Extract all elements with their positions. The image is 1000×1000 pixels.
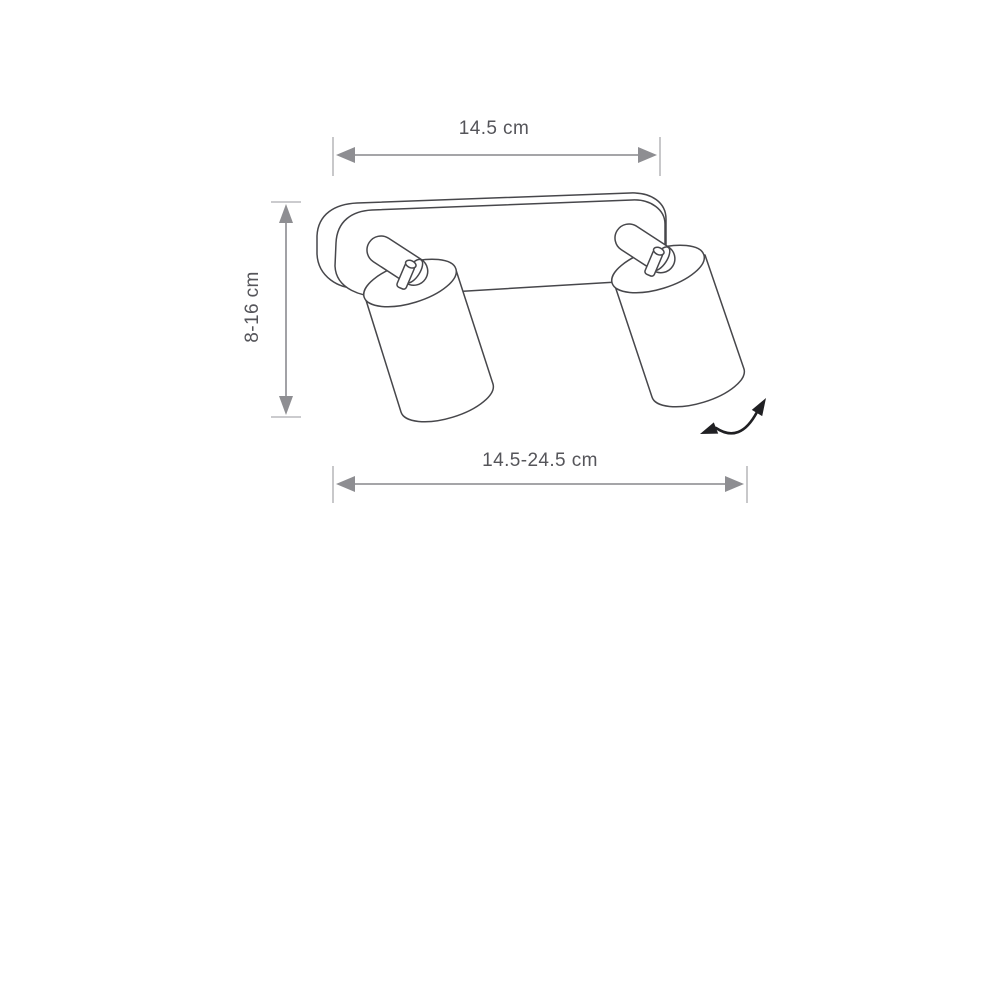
right-arrowhead-icon (638, 147, 657, 163)
up-arrowhead-icon (279, 204, 293, 223)
top-width-dimension (333, 118, 660, 176)
rotation-arrowhead-left (700, 422, 718, 434)
rotation-arrowhead-right (752, 398, 766, 416)
rotation-arrow-icon (700, 398, 766, 434)
side-height-label: 8-16 cm (242, 271, 263, 343)
left-arrowhead-icon (336, 147, 355, 163)
rotation-arc (716, 412, 757, 433)
down-arrowhead-icon (279, 396, 293, 415)
fixture-illustration (317, 193, 766, 434)
bottom-right-arrowhead-icon (725, 476, 744, 492)
left-height-dimension (242, 202, 301, 417)
top-width-label: 14.5 cm (458, 118, 530, 139)
bottom-width-dimension (333, 450, 747, 503)
bottom-left-arrowhead-icon (336, 476, 355, 492)
bottom-width-label: 14.5-24.5 cm (482, 450, 598, 471)
